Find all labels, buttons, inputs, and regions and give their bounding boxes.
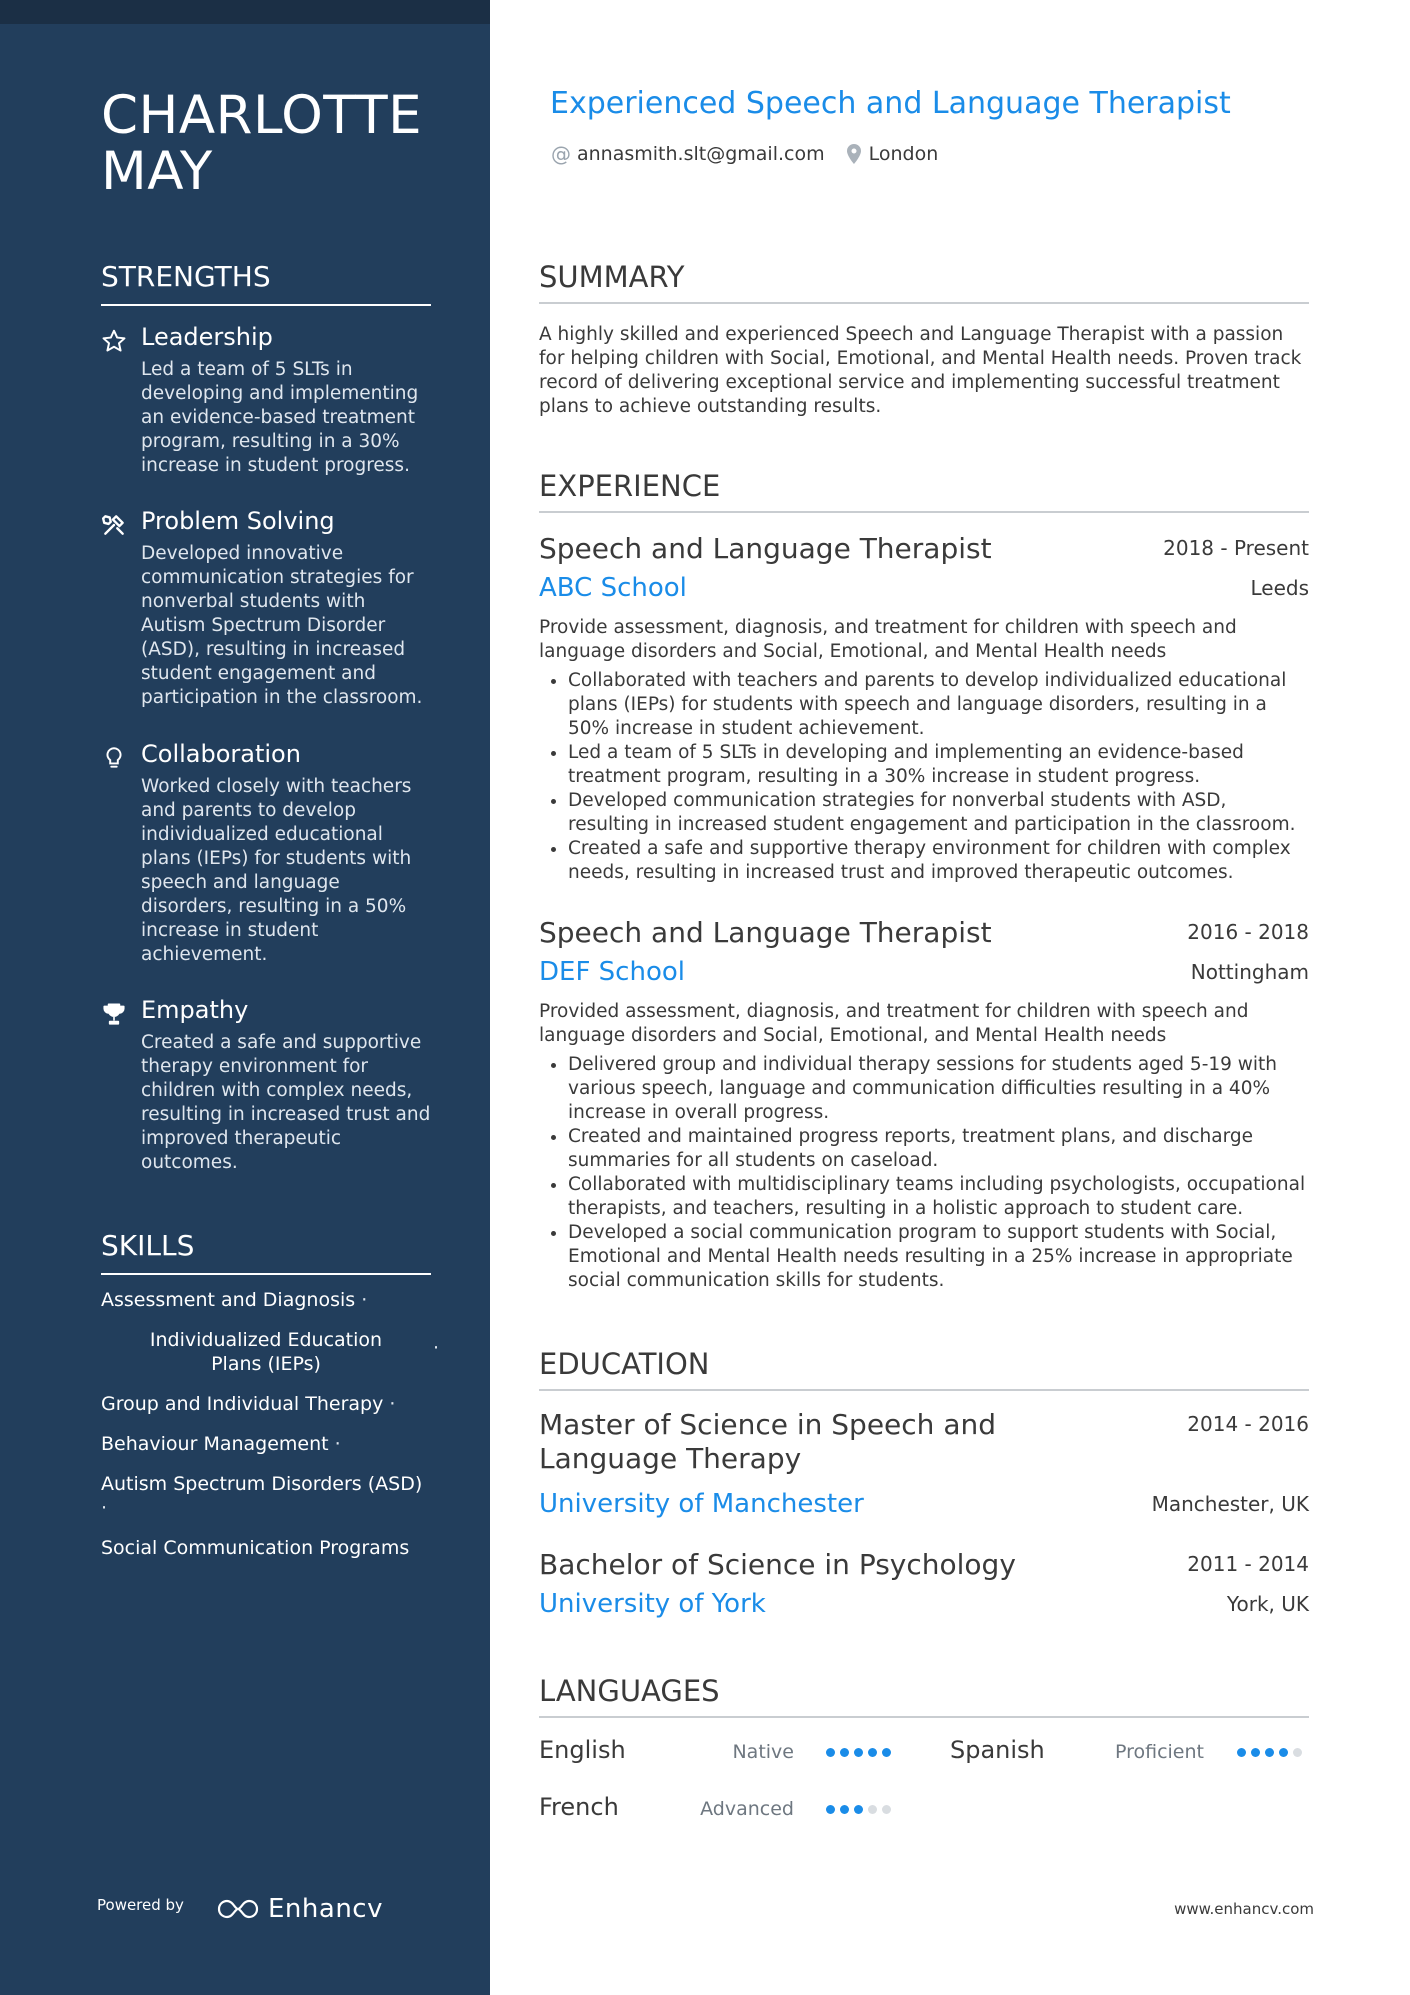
- footer-url[interactable]: www.enhancv.com: [1174, 1900, 1314, 1918]
- strength-item: [101, 739, 431, 967]
- rating-dot-filled: [840, 1805, 849, 1814]
- strength-description: Developed innovative communication strategies for nonverbal students with Autism Spectrum Disorder (ASD), resulting in increased student engagement and participation in the classroom.: [141, 543, 423, 708]
- language-rating: [826, 1748, 891, 1757]
- name-line-2: MAY: [101, 141, 213, 202]
- rating-dot-empty: [882, 1805, 891, 1814]
- rating-dot-empty: [868, 1805, 877, 1814]
- powered-by-label: Powered by: [97, 1896, 184, 1914]
- location-pin-icon: [847, 144, 861, 164]
- education-entry: [539, 1408, 1309, 1520]
- trophy-icon: [101, 1001, 127, 1027]
- education-dates: 2014 - 2016: [1187, 1412, 1309, 1436]
- language-name: French: [539, 1793, 619, 1821]
- skills-heading: SKILLS: [101, 1229, 431, 1275]
- skill-item: Behaviour Management ·: [101, 1433, 341, 1455]
- skill-item: Social Communication Programs: [101, 1537, 410, 1559]
- job-dates: 2016 - 2018: [1187, 920, 1309, 944]
- experience-entry: [539, 532, 1309, 885]
- sidebar-top-bar: [0, 0, 490, 24]
- bullet-item: • Delivered group and individual therapy sessions for students aged 5-19 with various speech, language and communication difficulties resulting in a 40% increase in overall progress.: [568, 1053, 1309, 1125]
- job-bullets: [539, 669, 1309, 885]
- at-icon: @: [551, 142, 571, 166]
- bullet-item: • Created a safe and supportive therapy environment for children with complex needs, resulting in increased trust and improved therapeutic outcomes.: [568, 837, 1309, 885]
- strength-title: Empathy: [141, 996, 249, 1024]
- degree-title: Master of Science in Speech and Language Therapy: [539, 1408, 996, 1475]
- strength-title: Leadership: [141, 323, 273, 351]
- bullet-item: • Developed communication strategies for nonverbal students with ASD, resulting in increased student engagement and participation in the classroom.: [568, 789, 1309, 837]
- job-description: Provide assessment, diagnosis, and treatment for children with speech and language disorders and Social, Emotional, and Mental Health needs: [539, 617, 1237, 662]
- rating-dot-filled: [882, 1748, 891, 1757]
- language-name: English: [539, 1736, 626, 1764]
- bullet-item: • Collaborated with multidisciplinary teams including psychologists, occupational therapists, and teachers, resulting in a holistic approach to student care.: [568, 1173, 1309, 1221]
- skill-item: Autism Spectrum Disorders (ASD) ·: [101, 1473, 423, 1519]
- lightbulb-icon: [101, 745, 127, 771]
- rating-dot-filled: [1237, 1748, 1246, 1757]
- contact-row: [551, 142, 938, 166]
- school-name[interactable]: University of Manchester: [539, 1489, 864, 1519]
- location-text: London: [868, 143, 939, 165]
- education-dates: 2011 - 2014: [1187, 1552, 1309, 1576]
- education-heading: EDUCATION: [539, 1347, 1309, 1391]
- skills-list: [101, 1288, 439, 1576]
- email-text[interactable]: annasmith.slt@gmail.com: [577, 143, 825, 165]
- skill-item: Group and Individual Therapy ·: [101, 1393, 396, 1415]
- enhancv-logo-icon: [216, 1898, 260, 1920]
- language-level: Native: [732, 1741, 794, 1763]
- rating-dot-filled: [868, 1748, 877, 1757]
- degree-title: Bachelor of Science in Psychology: [539, 1548, 1016, 1581]
- language-rating: [1237, 1748, 1302, 1757]
- enhancv-logo[interactable]: [216, 1894, 383, 1924]
- education-location: York, UK: [1226, 1592, 1309, 1616]
- job-description: Provided assessment, diagnosis, and treatment for children with speech and language disorders and Social, Emotional, and Mental Health needs: [539, 1001, 1249, 1046]
- strengths-heading: STRENGTHS: [101, 260, 431, 306]
- star-icon: [101, 328, 127, 354]
- job-bullets: [539, 1053, 1309, 1293]
- job-title: Speech and Language Therapist: [539, 916, 992, 949]
- job-dates: 2018 - Present: [1163, 536, 1309, 560]
- rating-dot-filled: [854, 1805, 863, 1814]
- rating-dot-filled: [840, 1748, 849, 1757]
- job-location: Leeds: [1250, 576, 1309, 600]
- rating-dot-empty: [1293, 1748, 1302, 1757]
- sidebar: [0, 0, 490, 1995]
- rating-dot-filled: [1251, 1748, 1260, 1757]
- summary-text: A highly skilled and experienced Speech and Language Therapist with a passion for helping children with Social, Emotional, and Mental Health needs. Proven track record of delivering exceptional service and implementing successful treatment plans to achieve outstanding results.: [539, 324, 1302, 417]
- summary-heading: SUMMARY: [539, 260, 1309, 304]
- languages-heading: LANGUAGES: [539, 1674, 1309, 1718]
- education-location: Manchester, UK: [1151, 1492, 1309, 1516]
- experience-heading: EXPERIENCE: [539, 469, 1309, 513]
- experience-entry: [539, 916, 1309, 1293]
- skill-item: Individualized Education Plans (IEPs) ·: [149, 1329, 439, 1375]
- headline: Experienced Speech and Language Therapist: [550, 86, 1231, 121]
- company-name[interactable]: ABC School: [539, 573, 687, 603]
- job-title: Speech and Language Therapist: [539, 532, 992, 565]
- bullet-item: • Led a team of 5 SLTs in developing and implementing an evidence-based treatment program, resulting in a 30% increase in student progress.: [568, 741, 1309, 789]
- strength-item: [101, 506, 431, 710]
- language-rating: [826, 1805, 891, 1814]
- language-level: Advanced: [700, 1798, 794, 1820]
- rating-dot-filled: [826, 1748, 835, 1757]
- strength-item: [101, 322, 431, 478]
- strength-title: Collaboration: [141, 740, 301, 768]
- tools-icon: [101, 512, 127, 538]
- rating-dot-filled: [854, 1748, 863, 1757]
- rating-dot-filled: [1265, 1748, 1274, 1757]
- job-location: Nottingham: [1190, 960, 1309, 984]
- rating-dot-filled: [1279, 1748, 1288, 1757]
- education-entry: [539, 1548, 1309, 1620]
- school-name[interactable]: University of York: [539, 1589, 766, 1619]
- bullet-item: • Collaborated with teachers and parents to develop individualized educational plans (IEPs) for students with speech and language disorders, resulting in a 50% increase in student achievement.: [568, 669, 1309, 741]
- strength-description: Created a safe and supportive therapy environment for children with complex needs, resulting in increased trust and improved therapeutic outcomes.: [141, 1032, 431, 1173]
- candidate-name: [101, 85, 471, 202]
- strength-description: Led a team of 5 SLTs in developing and implementing an evidence-based treatment program, resulting in a 30% increase in student progress.: [141, 359, 419, 476]
- rating-dot-filled: [826, 1805, 835, 1814]
- strength-title: Problem Solving: [141, 507, 335, 535]
- name-line-1: CHARLOTTE: [101, 85, 423, 146]
- skill-item: Assessment and Diagnosis ·: [101, 1289, 368, 1311]
- strength-item: [101, 995, 431, 1175]
- company-name[interactable]: DEF School: [539, 957, 685, 987]
- bullet-item: • Developed a social communication program to support students with Social, Emotional and Mental Health needs resulting in a 25% increase in appropriate social communication skills for students.: [568, 1221, 1309, 1293]
- brand-name: Enhancv: [268, 1894, 383, 1924]
- bullet-item: • Created and maintained progress reports, treatment plans, and discharge summaries for all students on caseload.: [568, 1125, 1309, 1173]
- language-name: Spanish: [950, 1736, 1045, 1764]
- language-level: Proficient: [1114, 1741, 1204, 1763]
- strength-description: Worked closely with teachers and parents to develop individualized educational plans (IEPs) for students with speech and language disorders, resulting in a 50% increase in student achievement.: [141, 776, 412, 965]
